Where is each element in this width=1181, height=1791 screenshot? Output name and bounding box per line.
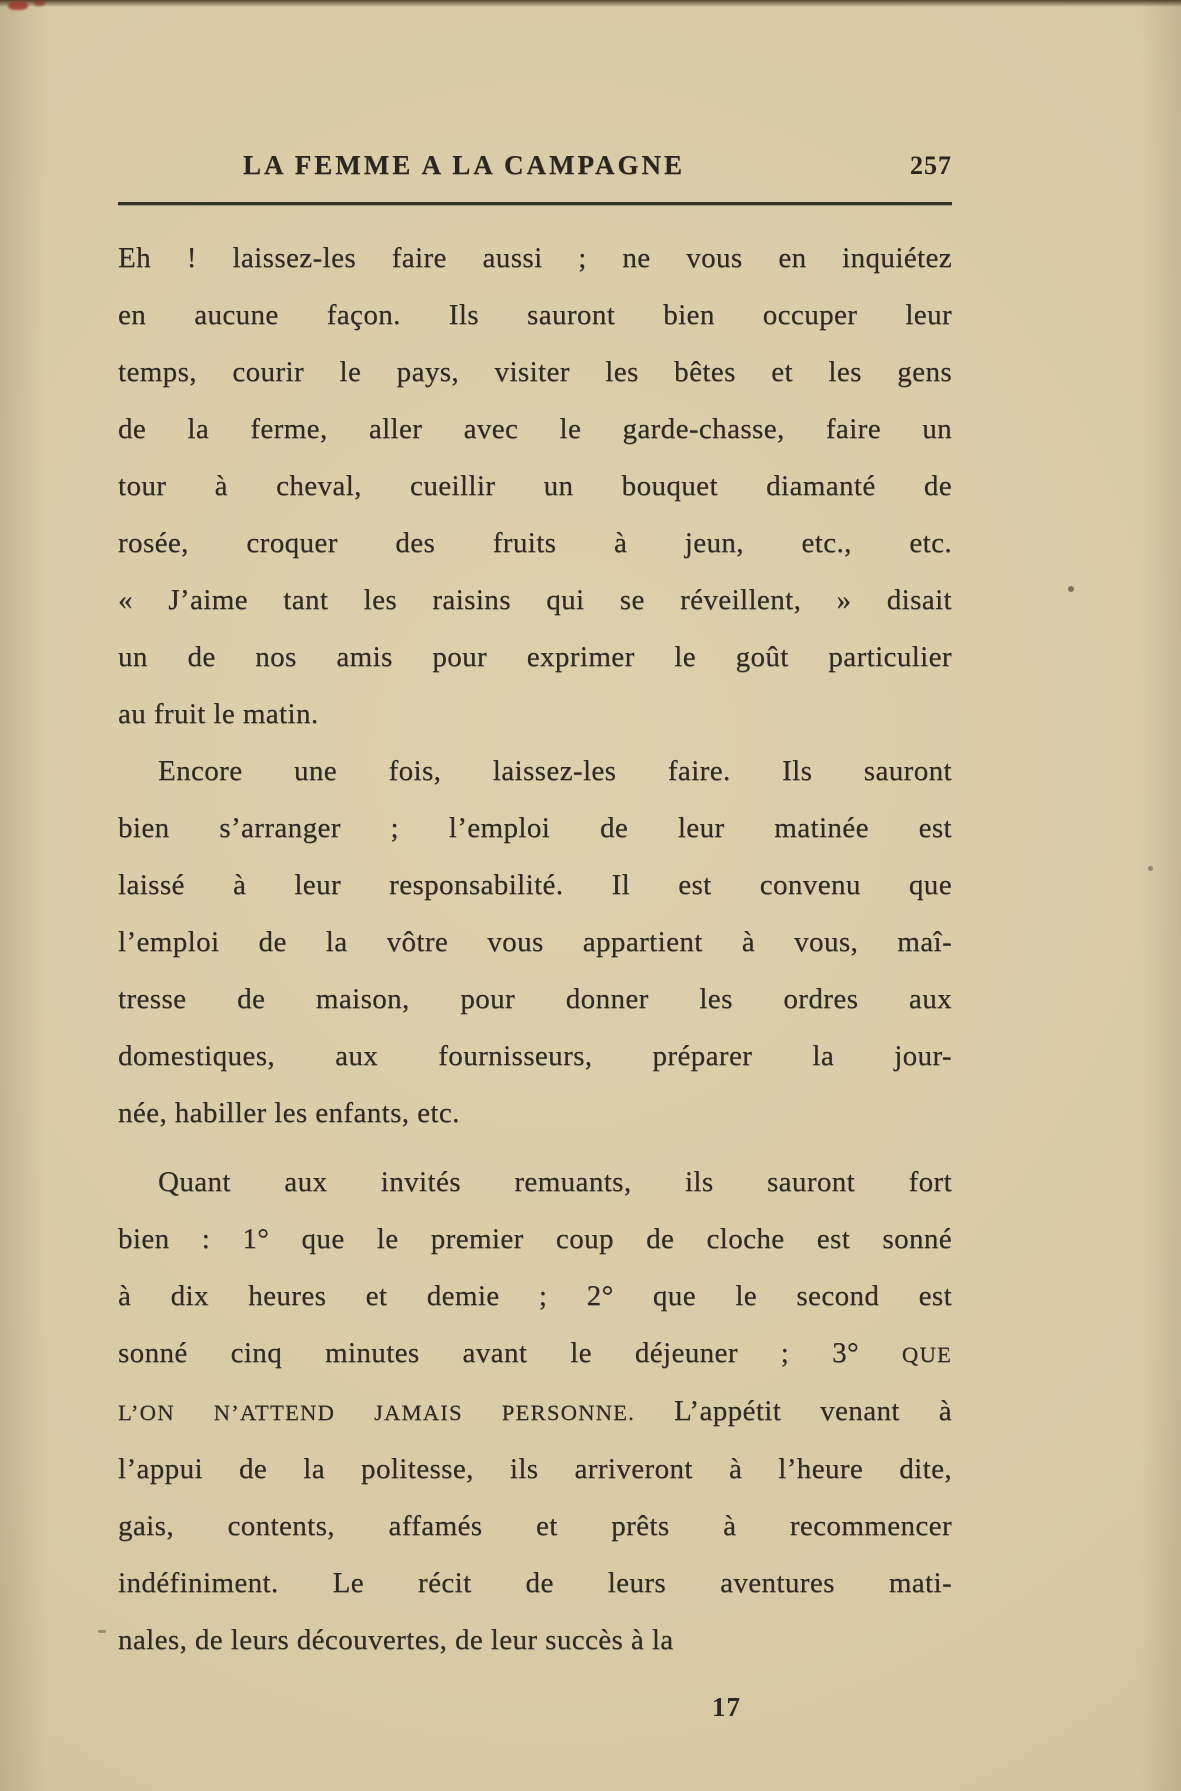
text-line: l’emploi de la vôtre vous appartient à vous, maî-: [118, 926, 953, 958]
paragraph: [118, 743, 952, 1142]
text-line: bien s’arranger ; l’emploi de leur matinée est: [118, 812, 953, 844]
paper-speck: [98, 1630, 106, 1633]
text-line: sonné cinq minutes avant le déjeuner ; 3° QUE: [118, 1337, 952, 1369]
small-caps-text: L’ON: [118, 1400, 175, 1425]
header-rule: [118, 202, 952, 205]
paragraph: [118, 230, 952, 743]
text-block: [118, 230, 952, 1669]
running-header: [118, 150, 952, 205]
small-caps-text: JAMAIS: [373, 1400, 463, 1425]
text-line: gais, contents, affamés et prêts à recommencer: [118, 1510, 953, 1542]
text-line: au fruit le matin.: [118, 698, 319, 730]
text-line: l’appui de la politesse, ils arriveront à l’heure dite,: [118, 1453, 953, 1485]
footer-page-number: 17: [712, 1692, 741, 1722]
text-line: bien : 1° que le premier coup de cloche est sonné: [118, 1223, 953, 1255]
text-line: Eh ! laissez-les faire aussi ; ne vous en inquiétez: [118, 242, 953, 274]
text-line: de la ferme, aller avec le garde-chasse, faire un: [118, 413, 953, 445]
text-line: Quant aux invités remuants, ils sauront fort: [158, 1166, 953, 1198]
page-content: [118, 150, 952, 1669]
text-line: domestiques, aux fournisseurs, préparer la jour-: [118, 1040, 952, 1072]
text-line: nales, de leurs découvertes, de leur succès à la: [118, 1624, 674, 1656]
paragraph: [118, 1154, 952, 1669]
text-line: née, habiller les enfants, etc.: [118, 1097, 460, 1129]
text-line: à dix heures et demie ; 2° que le second est: [118, 1280, 953, 1312]
text-line: Encore une fois, laissez-les faire. Ils sauront: [158, 755, 952, 787]
chapter-title: LA FEMME A LA CAMPAGNE: [242, 150, 685, 180]
text-line: tour à cheval, cueillir un bouquet diamanté de: [118, 470, 953, 502]
red-ink-speck: [8, 1, 28, 10]
text-line: un de nos amis pour exprimer le goût particulier: [118, 641, 952, 673]
text-line: L’ON N’ATTEND JAMAIS PERSONNE. L’appétit venant à: [118, 1395, 953, 1427]
header-page-number: 257: [910, 151, 952, 180]
red-ink-speck: [34, 0, 45, 6]
small-caps-text: PERSONNE.: [501, 1400, 636, 1425]
text-line: indéfiniment. Le récit de leurs aventures mati-: [118, 1567, 953, 1599]
small-caps-text: N’ATTEND: [213, 1400, 336, 1425]
text-line: « J’aime tant les raisins qui se réveillent, » disait: [118, 584, 952, 616]
text-line: laissé à leur responsabilité. Il est convenu que: [118, 869, 952, 901]
text-line: en aucune façon. Ils sauront bien occuper leur: [118, 299, 953, 331]
text-line: rosée, croquer des fruits à jeun, etc., etc.: [118, 527, 953, 559]
paper-speck: [1148, 866, 1153, 871]
paper-speck: [1068, 586, 1074, 592]
text-line: temps, courir le pays, visiter les bêtes et les gens: [118, 356, 953, 388]
text-line: tresse de maison, pour donner les ordres aux: [118, 983, 952, 1015]
header-row: [118, 150, 952, 190]
small-caps-text: QUE: [901, 1342, 952, 1367]
